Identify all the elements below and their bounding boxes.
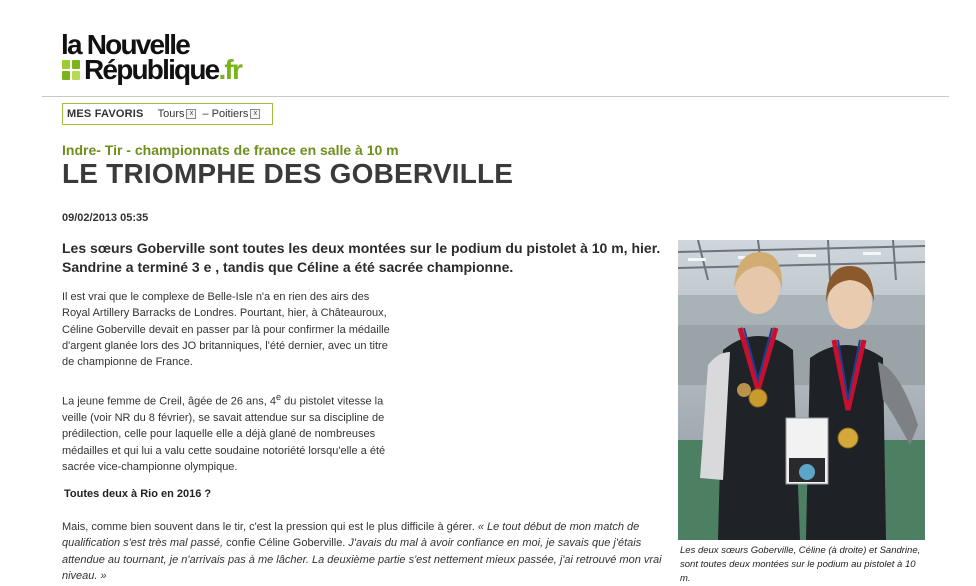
paragraph-2-text-a: La jeune femme de Creil, âgée de 26 ans, 4 bbox=[62, 395, 277, 408]
paragraph-2-sup: e bbox=[276, 392, 282, 402]
logo-name: République bbox=[84, 54, 219, 85]
favorite-item-tours[interactable] bbox=[158, 108, 197, 120]
article-paragraph-1: Il est vrai que le complexe de Belle-Isle n'a en rien des airs des Royal Artillery Barracks de Londres. Pourtant, hier, à Châteauroux, Céline Goberville devait en passer par là pour confirmer la médaille d'argent glanée lors des JO britanniques, l'été dernier, avec un titre de championne de France. bbox=[62, 291, 390, 369]
favorites-bar bbox=[62, 103, 273, 125]
header-divider bbox=[42, 96, 949, 97]
favorite-link-poitiers[interactable]: – Poitiers bbox=[202, 108, 249, 120]
logo-text-line1: la Nouvelle bbox=[61, 29, 190, 60]
article-lead: Les sœurs Goberville sont toutes les deux montées sur le podium du pistolet à 10 m, hier. Sandrine a terminé 3 e , tandis que Céline a été sacrée championne. bbox=[62, 240, 661, 275]
article-paragraph-2 bbox=[62, 389, 392, 475]
paragraph-3-text-a: Mais, comme bien souvent dans le tir, c'est la pression qui est le plus difficile à gérer. bbox=[62, 521, 478, 533]
paragraph-3-quote-1: « Le tout début de mon match de qualification s'est très mal passé, bbox=[62, 521, 640, 550]
article-subheading: Toutes deux à Rio en 2016 ? bbox=[64, 488, 212, 500]
article-date: 09/02/2013 05:35 bbox=[62, 212, 149, 224]
photo-caption: Les deux sœurs Goberville, Céline (à droite) et Sandrine, sont toutes deux montées sur le podium au pistolet à 10 m. bbox=[680, 545, 921, 584]
paragraph-2-text-b: du pistolet vitesse la veille (voir NR du 8 février), se savait attendue sur sa discipline de prédilection, celle pour laquelle elle a déjà glané de nombreuses médailles et qui lui a valu cette soudaine notoriété lorsqu'elle a été sacrée vice-championne olympique. bbox=[62, 395, 386, 473]
logo-text-line2 bbox=[61, 55, 241, 85]
article-title: LE TRIOMPHE DES GOBERVILLE bbox=[62, 158, 514, 189]
paragraph-3-text-b: confie Céline Goberville. bbox=[223, 537, 349, 550]
favorite-item-poitiers[interactable] bbox=[202, 108, 260, 120]
favorite-link-tours[interactable]: Tours bbox=[157, 108, 185, 120]
remove-favorite-poitiers-icon[interactable]: x bbox=[250, 109, 260, 119]
article-photo[interactable] bbox=[678, 240, 925, 540]
logo-leaf-icon bbox=[61, 59, 81, 81]
article-paragraph-3 bbox=[62, 519, 672, 584]
remove-favorite-tours-icon[interactable]: x bbox=[186, 109, 196, 119]
paragraph-3-quote-2: J'avais du mal à avoir confiance en moi, je savais que j'étais attendue au tournant, je n'arrivais pas à me lâcher. La deuxième partie s'est nettement mieux passée, j'ai retrouvé mon vrai niveau. » bbox=[62, 537, 662, 582]
favorites-label: MES FAVORIS bbox=[67, 108, 144, 120]
site-logo[interactable] bbox=[61, 30, 276, 90]
logo-tld: .fr bbox=[218, 54, 242, 85]
article-kicker: Indre- Tir - championnats de france en salle à 10 m bbox=[62, 142, 399, 158]
